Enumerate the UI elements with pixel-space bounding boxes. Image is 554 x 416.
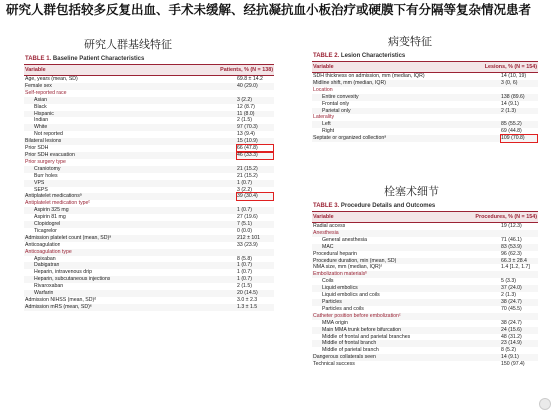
row-value [237,249,273,256]
row-value [237,90,273,97]
row-value: 24 (15.6) [501,326,522,333]
row-value: 37 (24.0) [501,285,522,292]
row-label: Bilateral lesions [25,138,62,145]
table-row [24,290,274,297]
table-row [24,214,274,221]
row-label: Middle of parietal branch [322,347,379,354]
row-label: Technical success [313,361,355,368]
row-value [501,230,537,237]
table-row [24,83,274,90]
row-label: Radial access [313,223,346,229]
row-label: Prior surgery type [25,158,66,165]
table-row [24,111,274,118]
table-row [312,251,538,258]
row-value [501,271,537,278]
table-caption [24,55,274,65]
row-label: Catheter position before embolizationᶜ [313,312,401,319]
table-row [312,354,538,361]
table-row [24,117,274,124]
column-header: Patients, % (N = 138) [220,67,273,73]
row-label: Coils [322,278,334,285]
row-label: Burr holes [34,172,58,179]
column-header: Variable [313,64,334,70]
row-label: Parietal only [322,107,351,114]
row-label: White [34,124,48,131]
table-row [24,207,274,214]
row-value: 2 (1.5) [237,117,252,124]
row-value: 14 (9.1) [501,354,519,361]
row-label: Antiplatelet medication typeᵇ [25,200,91,207]
row-value: 3.0 ± 2.3 [237,297,258,303]
row-value: 3 (2.2) [237,96,252,103]
table-row [24,228,274,235]
row-label: Left [322,121,331,128]
row-value: 15 (10.9) [237,138,258,145]
row-label: Heparin, intravenous drip [34,269,92,276]
table-row [24,97,274,104]
row-label: Age, years (mean, SD) [25,76,78,82]
baseline-table [24,55,274,311]
table-title: Lesion Characteristics [340,53,406,59]
row-label: Embolization materialsᵇ [313,271,368,278]
table-row [312,271,538,278]
table-row [24,193,274,200]
row-value: 70 (45.5) [501,305,522,312]
row-value: 85 (55.2) [501,121,522,128]
row-label: Ticagrelor [34,227,57,234]
procedure-table [312,202,538,368]
row-label: Antiplatelet medicationsᵃ [25,193,82,200]
row-value [501,313,537,320]
table-row [24,242,274,249]
table-row [24,180,274,187]
row-label: Female sex [25,82,52,89]
row-value: 69 (44.8) [501,128,522,135]
row-label: VPS [34,179,45,186]
row-label: Dangerous collaterals seen [313,354,376,361]
table-row [312,135,538,142]
row-label: Clopidogrel [34,221,61,228]
row-value: 8 (5.2) [501,347,516,354]
row-label: Particles and coils [322,305,364,312]
table-row [24,131,274,138]
table-row [312,230,538,237]
table-row [312,361,538,368]
row-label: Septate or organized collectionᵃ [313,135,387,142]
row-value: 3 (0, 6) [501,79,518,86]
table-row [312,258,538,265]
table-row [24,76,274,83]
lesion-label: 病变特征 [388,36,432,48]
row-value: 138 (89.6) [501,93,525,100]
row-value: 11 (8.0) [237,110,255,117]
row-label: Admission platelet count (mean, SD)ᵃ [25,234,112,241]
table-number: TABLE 3. [313,203,340,209]
row-value: 14 (10, 19) [501,73,527,79]
row-value: 20 (14.5) [237,290,258,297]
row-label: Hispanic [34,110,54,117]
row-value: 150 (97.4) [501,361,525,368]
row-label: Craniotomy [34,165,61,172]
table-row [24,159,274,166]
table-row [312,285,538,292]
table-row [24,283,274,290]
row-value: 2 (1.3) [501,107,516,114]
table-number: TABLE 2. [313,53,340,59]
table-row [24,235,274,242]
row-value: 7 (5.1) [237,221,252,228]
table-title: Baseline Patient Characteristics [52,56,145,62]
row-value [237,159,273,166]
table-row [24,221,274,228]
table-header [312,62,538,73]
row-value: 212 ± 101 [237,234,261,241]
table-row [312,340,538,347]
baseline-label: 研究人群基线特征 [84,39,172,51]
table-body [312,73,538,142]
row-value: 1.3 ± 1.5 [237,303,258,310]
table-row [312,334,538,341]
row-label: MAC [322,243,334,250]
table-body [24,76,274,311]
table-row [312,278,538,285]
table-row [24,262,274,269]
row-label: Location [313,86,333,93]
row-label: Admission NIHSS (mean, SD)ᵈ [25,297,97,303]
row-label: Not reported [34,131,63,138]
row-value: 2 (1.5) [237,283,252,290]
row-label: MMA origin [322,319,348,326]
table-row [312,327,538,334]
row-label: Asian [34,96,47,103]
highlighted-value: 46 (33.3) [237,152,273,159]
table-row [24,249,274,256]
row-label: Middle of frontal branch [322,340,377,347]
table-row [24,90,274,97]
row-value: 27 (19.6) [237,214,258,221]
row-value: 71 (46.1) [501,236,522,243]
table-row [312,264,538,271]
row-value: 1 (0.7) [237,207,252,214]
table-row [312,121,538,128]
row-label: Entire convexity [322,93,359,100]
row-label: Frontal only [322,100,350,107]
row-value: 48 (31.2) [501,333,522,340]
row-label: Admission mRS (mean, SD)ᵉ [25,303,92,310]
table-header [24,65,274,76]
row-label: SDH thickness on admission, mm (median, IQR) [313,73,425,79]
row-value: 33 (23.9) [237,241,258,248]
table-caption [312,202,538,212]
row-label: Black [34,103,47,110]
row-value: 1 (0.7) [237,276,252,283]
row-value: 83 (53.9) [501,243,522,250]
lesion-table [312,52,538,142]
row-value: 19 (12.3) [501,223,522,229]
row-value: 97 (70.3) [237,124,258,131]
row-label: Right [322,128,335,135]
scroll-button[interactable] [539,398,551,410]
table-row [24,166,274,173]
table-row [312,73,538,80]
row-label: Indian [34,117,49,124]
row-value: 1 (0.7) [237,269,252,276]
row-value: 69.8 ± 14.2 [237,76,263,82]
column-header: Variable [313,214,334,220]
row-value: 5 (3.3) [501,278,516,285]
column-header: Variable [25,67,46,73]
table-row [312,299,538,306]
row-label: Aspirin 325 mg [34,207,69,214]
table-row [24,200,274,207]
row-label: Main MMA trunk before bifurcation [322,326,401,333]
table-row [24,187,274,194]
highlighted-value: 39 (30.4) [237,193,273,200]
row-value: 96 (62.3) [501,250,522,257]
table-row [312,223,538,230]
table-body [312,223,538,368]
row-value: 66.3 ± 28.4 [501,257,527,264]
row-label: Dabigatran [34,262,60,269]
table-row [24,269,274,276]
row-label: Anesthesia [313,229,339,236]
table-row [312,347,538,354]
table-number: TABLE 1. [25,56,52,62]
row-label: Prior SDH evacuation [25,151,75,158]
table-row [24,145,274,152]
table-row [24,297,274,304]
row-label: Middle of frontal and parietal branches [322,333,411,340]
table-row [312,306,538,313]
table-title: Procedure Details and Outcomes [340,203,436,209]
column-header: Lesions, % (N = 154) [484,64,537,70]
row-value: 12 (8.7) [237,103,255,110]
table-row [312,80,538,87]
table-row [24,104,274,111]
row-value: 1 (0.7) [237,262,252,269]
row-label: Anticoagulation type [25,248,72,255]
table-row [312,87,538,94]
table-row [312,313,538,320]
table-row [312,237,538,244]
table-row [24,124,274,131]
row-label: Rivaroxaban [34,283,64,290]
highlighted-value: 109 (70.8) [501,135,537,142]
table-row [24,173,274,180]
table-row [312,292,538,299]
table-row [312,244,538,251]
table-row [24,304,274,311]
row-value [501,114,537,121]
row-label: General anesthesia [322,236,367,243]
slide-title: 研究人群包括较多反复出血、手术未缓解、经抗凝抗血小板治疗或硬膜下有分隔等复杂情况患者 [6,3,532,17]
row-label: Heparin, subcutaneous injections [34,276,111,283]
row-label: NMA size, mm (median, IQR)ᵃ [313,264,383,271]
column-header: Procedures, % (N = 154) [475,214,537,220]
table-row [312,101,538,108]
table-row [24,138,274,145]
row-label: Particles [322,298,342,305]
row-label: Procedure duration, min (mean, SD) [313,257,397,264]
row-label: Prior SDH [25,145,49,152]
table-row [312,114,538,121]
row-label: Apixaban [34,255,56,262]
row-value: 2 (1.3) [501,292,516,299]
procedure-label: 栓塞术细节 [384,186,439,198]
row-value: 8 (5.8) [237,255,252,262]
row-value [237,200,273,207]
highlighted-value: 66 (47.8) [237,145,273,152]
table-header [312,212,538,223]
row-label: Aspirin 81 mg [34,214,66,221]
table-row [24,152,274,159]
table-caption [312,52,538,62]
row-value: 21 (15.2) [237,172,258,179]
row-value: 13 (9.4) [237,131,255,138]
row-label: Warfarin [34,290,54,297]
row-value: 38 (24.7) [501,298,522,305]
row-label: Liquid embolics and coils [322,292,380,299]
table-row [24,256,274,263]
table-row [312,128,538,135]
row-value: 1.4 [1.2, 1.7] [501,264,530,271]
row-value: 21 (15.2) [237,165,258,172]
row-label: Liquid embolics [322,285,358,292]
row-label: Midline shift, mm (median, IQR) [313,79,386,86]
row-value: 23 (14.9) [501,340,522,347]
table-row [312,94,538,101]
row-label: Self-reported race [25,89,67,96]
row-value: 14 (9.1) [501,100,519,107]
row-value: 3 (2.2) [237,186,252,193]
row-value: 1 (0.7) [237,179,252,186]
row-value: 0 (0.0) [237,227,252,234]
row-label: Anticoagulation [25,241,61,248]
table-row [24,276,274,283]
row-label: SEPS [34,186,48,193]
table-row [312,320,538,327]
row-label: Procedural heparin [313,250,357,257]
row-value: 40 (29.0) [237,82,258,89]
row-value: 38 (24.7) [501,319,522,326]
row-label: Laterality [313,114,335,121]
row-value [501,87,537,94]
table-row [312,108,538,115]
